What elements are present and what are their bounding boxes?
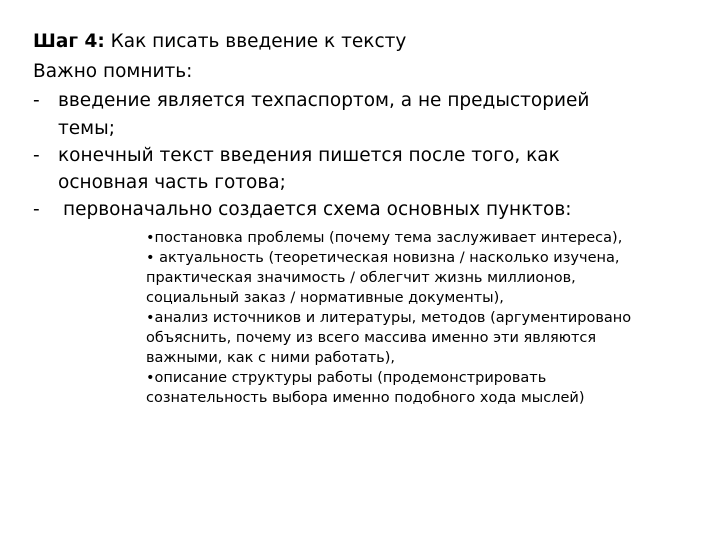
bullet-line: •постановка проблемы (почему тема заслуживает интереса),	[146, 230, 623, 246]
dash-marker: -	[33, 199, 40, 220]
dash-item-line: конечный текст введения пишется после того, как	[58, 144, 560, 166]
dash-item-line: введение является техпаспортом, а не предысторией	[58, 90, 590, 111]
subheading: Важно помнить:	[33, 60, 193, 82]
bullet-line: важными, как с ними работать),	[146, 350, 395, 366]
dash-item-text	[58, 141, 698, 196]
step-label: Шаг 4:	[33, 31, 105, 52]
dash-marker: -	[33, 144, 40, 166]
heading	[33, 27, 708, 57]
bullet-list	[146, 228, 716, 408]
heading-title: Как писать введение к тексту	[104, 31, 407, 52]
dash-item-line: основная часть готова;	[58, 172, 286, 193]
bullet-line: •описание структуры работы (продемонстрировать	[146, 370, 547, 386]
bullet-item	[146, 368, 716, 408]
bullet-item	[146, 248, 716, 308]
bullet-item	[146, 228, 716, 248]
dash-item-line: первоначально создается схема основных пунктов:	[63, 199, 572, 220]
dash-item	[33, 86, 708, 141]
dash-item-text	[58, 86, 698, 141]
bullet-line: практическая значимость / облегчит жизнь миллионов,	[146, 270, 576, 286]
main-text-block	[33, 27, 708, 225]
bullet-line: социальный заказ / нормативные документы),	[146, 290, 504, 306]
dash-item	[33, 141, 708, 196]
bullet-line: • актуальность (теоретическая новизна / насколько изучена,	[146, 250, 620, 266]
dash-item-line: темы;	[58, 117, 115, 139]
bullet-line: объяснить, почему из всего массива именно эти являются	[146, 330, 597, 346]
dash-item	[33, 195, 708, 225]
bullet-line: •анализ источников и литературы, методов (аргументировано	[146, 310, 632, 326]
dash-marker: -	[33, 90, 40, 111]
dash-item-text	[58, 195, 703, 225]
bullet-line: сознательность выбора именно подобного хода мыслей)	[146, 390, 585, 406]
bullet-item	[146, 308, 716, 368]
